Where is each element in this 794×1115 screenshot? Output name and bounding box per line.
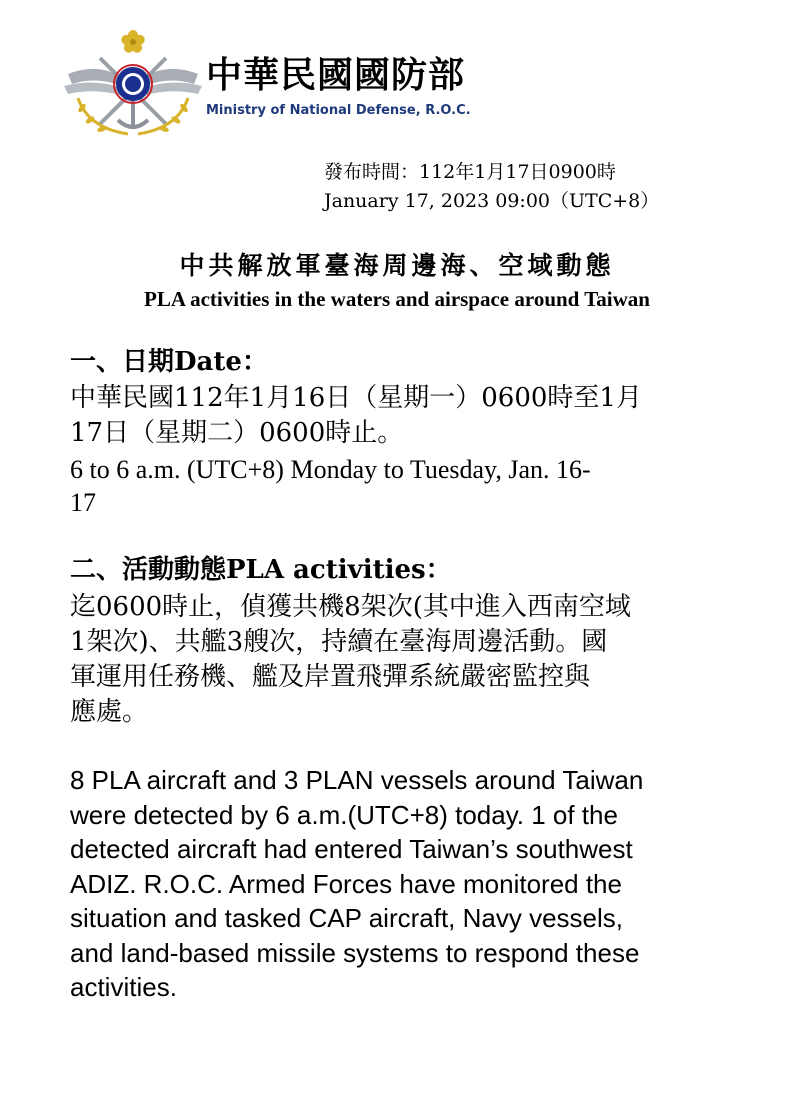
date-line-zh-1: 中華民國112年1月16日（星期一）0600時至1月 — [70, 383, 642, 413]
release-time — [324, 158, 659, 216]
release-time-zh: 發布時間：112年1月17日0900時 — [324, 161, 616, 183]
activities-line-zh-4: 應處。 — [70, 697, 149, 727]
activities-line-en-3: detected aircraft had entered Taiwan’s southwest — [70, 834, 633, 864]
section-date-heading: 一、日期Date： — [70, 347, 268, 377]
activities-line-en-2: were detected by 6 a.m.(UTC+8) today. 1 of the — [70, 799, 618, 830]
section-activities-heading: 二、活動動態PLA activities： — [70, 555, 452, 585]
org-name-en: Ministry of National Defense, R.O.C. — [206, 103, 471, 118]
page-title-zh: 中共解放軍臺海周邊海、空域動態 — [179, 251, 615, 280]
activities-line-zh-3: 軍運用任務機、艦及岸置飛彈系統嚴密監控與 — [70, 662, 591, 692]
activities-line-zh-2: 1架次)、共艦3艘次，持續在臺海周邊活動。國 — [70, 627, 608, 657]
activities-line-en-7: activities. — [70, 972, 177, 1002]
activities-line-en-4: ADIZ. R.O.C. Armed Forces have monitored the — [70, 868, 622, 899]
emblem-icon — [58, 28, 208, 140]
date-line-en-2: 17 — [70, 488, 96, 517]
org-name-zh: 中華民國國防部 — [206, 55, 466, 96]
date-line-en-1: 6 to 6 a.m. (UTC+8) Monday to Tuesday, Jan. 16- — [70, 455, 591, 484]
release-time-en: January 17, 2023 09:00（UTC+8） — [324, 190, 660, 212]
activities-line-en-5: situation and tasked CAP aircraft, Navy vessels, — [70, 903, 623, 933]
activities-line-en-6: and land-based missile systems to respond these — [70, 937, 640, 968]
activities-line-en-1: 8 PLA aircraft and 3 PLAN vessels around Taiwan — [70, 765, 644, 795]
mnd-emblem — [58, 28, 208, 140]
date-line-zh-2: 17日（星期二）0600時止。 — [70, 418, 404, 448]
page-title-en: PLA activities in the waters and airspace around Taiwan — [144, 287, 650, 311]
activities-line-zh-1: 迄0600時止，偵獲共機8架次(其中進入西南空域 — [70, 592, 631, 622]
activities-paragraph-en — [70, 763, 730, 1005]
